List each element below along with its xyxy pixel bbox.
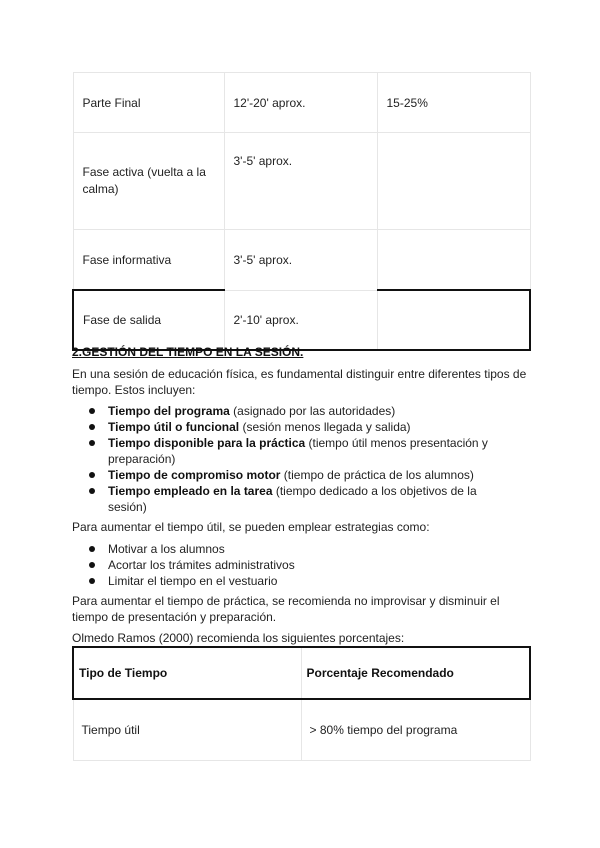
- list-item: [108, 467, 518, 483]
- term-desc: (tiempo de práctica de los alumnos): [280, 468, 474, 482]
- practice-paragraph: Para aumentar el tiempo de práctica, se recomienda no improvisar y disminuir el tiempo de presentación y preparación.: [72, 594, 500, 624]
- table-row: [73, 290, 530, 350]
- term-desc: (asignado por las autoridades): [229, 404, 396, 418]
- term: Tiempo disponible para la práctica: [108, 436, 306, 450]
- percent-cell: [377, 230, 530, 291]
- time-cell: 12'-20' aprox.: [224, 73, 377, 133]
- list-item: Motivar a los alumnos: [108, 541, 518, 557]
- time-cell: 3'-5' aprox.: [224, 230, 377, 291]
- olmedo-paragraph: Olmedo Ramos (2000) recomienda los siguientes porcentajes:: [72, 631, 405, 645]
- list-item: [108, 403, 518, 419]
- term-desc: (sesión menos llegada y salida): [239, 420, 411, 434]
- phase-cell: Parte Final: [73, 73, 224, 133]
- term: Tiempo de compromiso motor: [108, 468, 281, 482]
- table-row: [73, 699, 530, 761]
- time-cell: 2'-10' aprox.: [224, 290, 377, 350]
- percent-cell: [377, 133, 530, 230]
- term-desc: (tiempo útil menos presentación y preparación): [108, 436, 488, 466]
- term: Tiempo del programa: [108, 404, 230, 418]
- strategies-list: [108, 541, 518, 589]
- strategies-intro: Para aumentar el tiempo útil, se pueden emplear estrategias como:: [72, 520, 430, 534]
- table-header-row: [73, 647, 530, 699]
- percent-cell: [377, 290, 530, 350]
- list-item: [108, 419, 518, 435]
- phase-cell: Fase de salida: [73, 290, 224, 350]
- type-cell: Tiempo útil: [73, 699, 301, 761]
- time-cell: 3'-5' aprox.: [224, 133, 377, 230]
- term: Tiempo empleado en la tarea: [108, 484, 273, 498]
- list-item: Acortar los trámites administrativos: [108, 557, 518, 573]
- intro-paragraph: En una sesión de educación física, es fundamental distinguir entre diferentes tipos de tiempo. Estos incluyen:: [72, 367, 527, 397]
- header-cell: Porcentaje Recomendado: [301, 647, 530, 699]
- time-types-list: [108, 403, 518, 515]
- percent-cell: > 80% tiempo del programa: [301, 699, 530, 761]
- recommended-percentages-table: [72, 646, 531, 761]
- list-item: [108, 483, 518, 515]
- header-cell: Tipo de Tiempo: [73, 647, 301, 699]
- session-phases-table: [72, 72, 531, 351]
- list-item: [108, 435, 518, 467]
- term-desc: (tiempo dedicado a los objetivos de la sesión): [108, 484, 477, 514]
- percent-cell: 15-25%: [377, 73, 530, 133]
- phase-cell: Fase informativa: [73, 230, 224, 291]
- list-item: Limitar el tiempo en el vestuario: [108, 573, 518, 589]
- table-row: [73, 73, 530, 133]
- table-row: [73, 133, 530, 230]
- term: Tiempo útil o funcional: [108, 420, 240, 434]
- section-heading: 2.GESTIÓN DEL TIEMPO EN LA SESIÓN.: [72, 345, 304, 359]
- table-row: [73, 230, 530, 291]
- phase-cell: Fase activa (vuelta a la calma): [73, 133, 224, 230]
